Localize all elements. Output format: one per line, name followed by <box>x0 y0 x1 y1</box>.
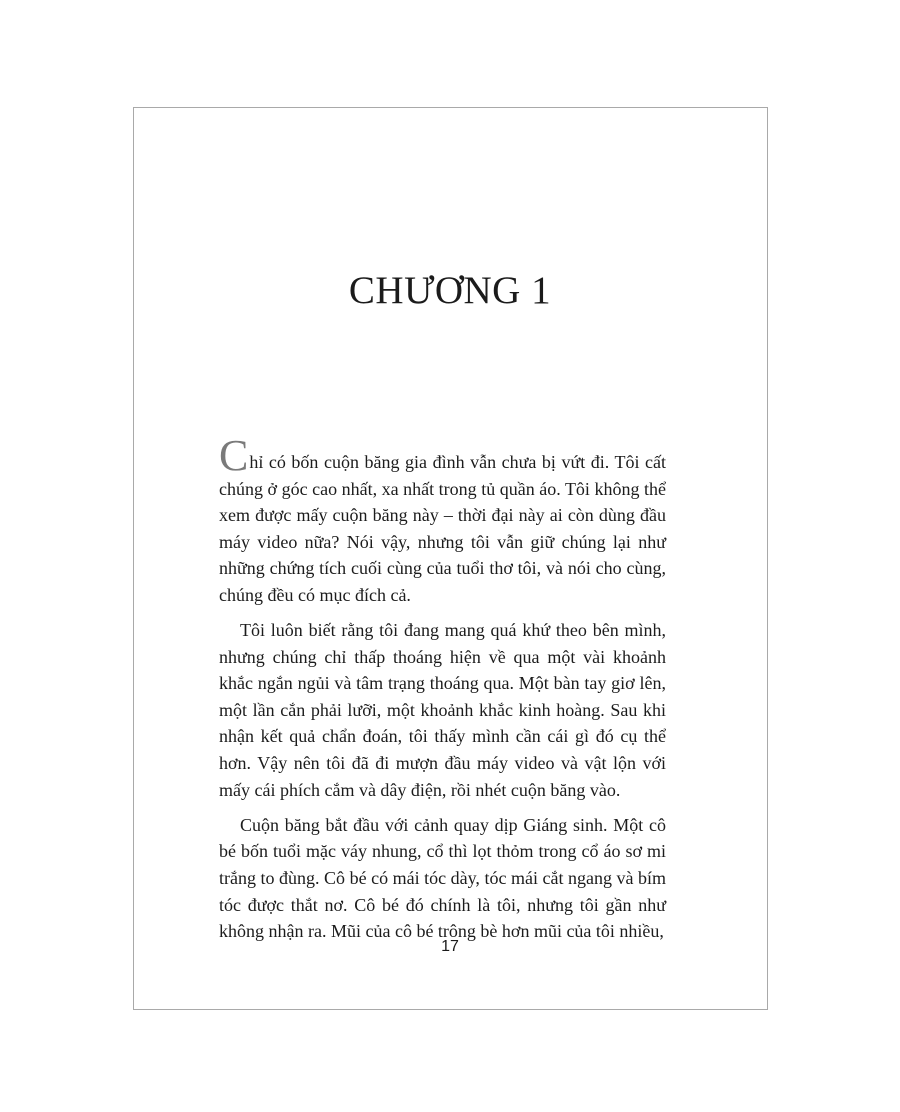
page-number: 17 <box>441 938 459 955</box>
chapter-title: CHƯƠNG 1 <box>348 269 552 312</box>
paragraph-1 <box>219 431 666 609</box>
paragraph-2: Tôi luôn biết rằng tôi đang mang quá khứ theo bên mình, nhưng chúng chỉ thấp thoáng hiện về qua một vài khoảnh khắc ngắn ngủi và tâm trạng thoáng qua. Một bàn tay giơ lên, một lần cắn phải lưỡi, một khoảnh khắc kinh hoàng. Sau khi nhận kết quả chẩn đoán, tôi thấy mình cần cái gì đó cụ thể hơn. Vậy nên tôi đã đi mượn đầu máy video và vật lộn với mấy cái phích cắm và dây điện, rồi nhét cuộn băng vào. <box>219 620 666 800</box>
drop-cap: C <box>219 431 249 480</box>
body-text <box>219 431 666 953</box>
paragraph-3: Cuộn băng bắt đầu với cảnh quay dịp Giáng sinh. Một cô bé bốn tuổi mặc váy nhung, cổ thì lọt thỏm trong cổ áo sơ mi trắng to đùng. Cô bé có mái tóc dày, tóc mái cắt ngang và bím tóc được thắt nơ. Cô bé đó chính là tôi, nhưng tôi gần như không nhận ra. Mũi của cô bé trông bè hơn mũi của tôi nhiều, <box>219 814 666 942</box>
paragraph-1-text: hỉ có bốn cuộn băng gia đình vẫn chưa bị vứt đi. Tôi cất chúng ở góc cao nhất, xa nhất trong tủ quần áo. Tôi không thể xem được mấy cuộn băng này – thời đại này ai còn dùng đầu máy video nữa? Nói vậy, nhưng tôi vẫn giữ chúng lại như những chứng tích cuối cùng của tuổi thơ tôi, và nói cho cùng, chúng đều có mục đích cả. <box>219 452 666 605</box>
